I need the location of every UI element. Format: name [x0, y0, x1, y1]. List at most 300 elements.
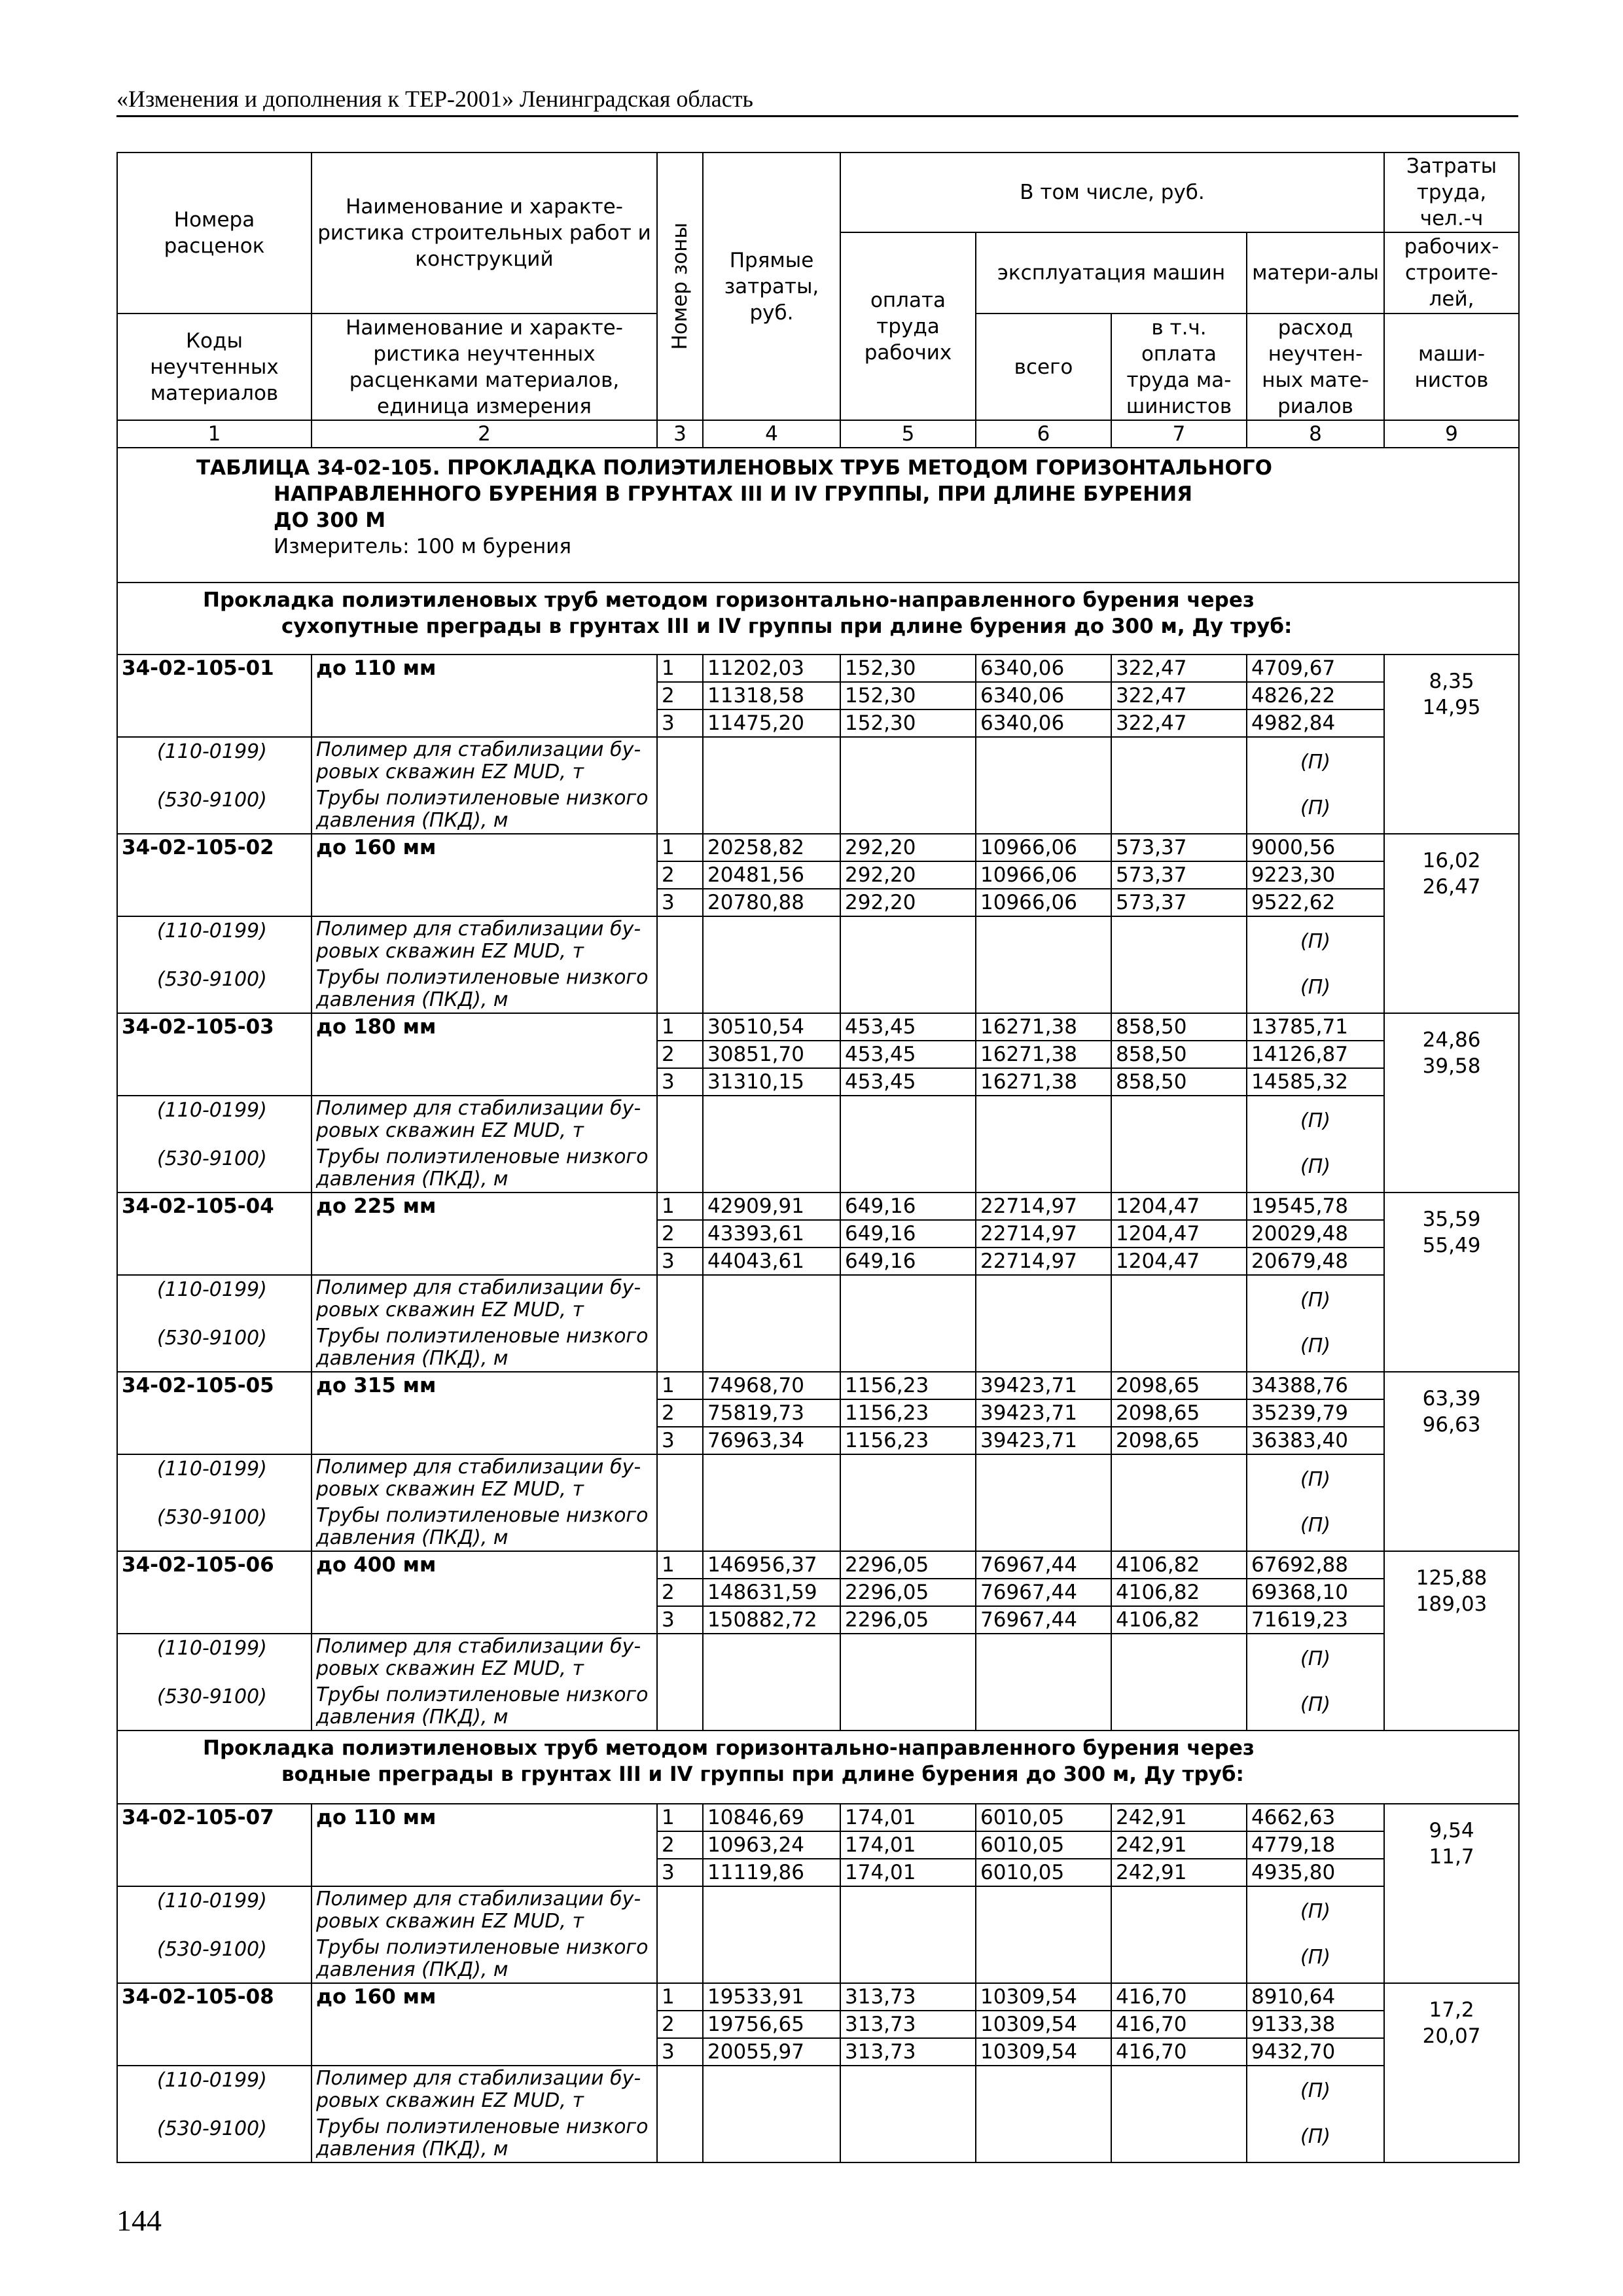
machinist-wages-cell: [1111, 1804, 1247, 1886]
wages-cell: [840, 1983, 976, 2066]
consumption-mark: (П): [1300, 751, 1330, 774]
material-row: [117, 1096, 1519, 1193]
section-heading-line: Прокладка полиэтиленовых труб методом горизонтально-направленного бурения через: [203, 588, 1255, 612]
direct-cost: 76963,34: [707, 1429, 804, 1452]
machines-cell: [976, 834, 1111, 916]
material-consumption-cell: [1247, 1634, 1384, 1731]
wages-cell: [840, 834, 976, 916]
material-row: [117, 2066, 1519, 2162]
material-names-cell: [312, 1634, 657, 1731]
labor-workers: 35,59: [1422, 1208, 1481, 1231]
machines-total: 39423,71: [976, 1400, 1111, 1427]
col-head-codes: Номера расценок: [117, 152, 312, 314]
col-head-machines: эксплуатация машин: [976, 232, 1247, 314]
direct-cost: 20258,82: [704, 834, 840, 862]
zone-number: 3: [662, 1608, 675, 1632]
wages-value: 313,73: [841, 1984, 975, 2011]
wages-value: 292,20: [845, 891, 916, 914]
material-row: [117, 737, 1519, 834]
materials-cost: 4709,67: [1247, 655, 1383, 683]
material-code: (110-0199): [157, 2069, 267, 2092]
zone-number: 2: [658, 862, 702, 889]
wages-value: 152,30: [841, 655, 975, 683]
materials-cost: 71619,23: [1251, 1608, 1348, 1632]
material-codes-cell: [117, 1454, 312, 1551]
empty-cell: [703, 2066, 840, 2162]
direct-cost: 148631,59: [704, 1579, 840, 1607]
machines-total: 39423,71: [980, 1429, 1077, 1452]
material-code: (530-9100): [157, 1506, 267, 1529]
wages-value: 2296,05: [841, 1579, 975, 1607]
labor-workers: 9,54: [1429, 1819, 1474, 1842]
materials-cell: [1247, 1013, 1384, 1096]
machinist-wages-cell: [1111, 1013, 1247, 1096]
material-name: Полимер для стабилизации бу-ровых скважин EZ MUD, т: [316, 1276, 641, 1321]
material-consumption-cell: [1247, 1454, 1384, 1551]
direct-cost: 74968,70: [704, 1372, 840, 1400]
material-name: Полимер для стабилизации бу-ровых скважин EZ MUD, т: [316, 1888, 641, 1933]
material-row: [117, 1886, 1519, 1983]
labor-machinists: 55,49: [1422, 1234, 1481, 1257]
material-code: (110-0199): [157, 920, 267, 942]
empty-cell: [1111, 737, 1247, 834]
empty-cell: [657, 2066, 703, 2162]
material-name: Полимер для стабилизации бу-ровых скважин EZ MUD, т: [316, 1097, 641, 1142]
water-crossing-rates: [117, 1804, 1519, 2162]
direct-cost: 42909,91: [704, 1193, 840, 1221]
col-head-machinists: маши-нистов: [1384, 314, 1519, 420]
consumption-mark: (П): [1300, 1693, 1330, 1716]
direct-cost: 11475,20: [707, 711, 804, 735]
material-consumption-cell: [1247, 1096, 1384, 1193]
running-header: «Изменения и дополнения к ТЕР-2001» Ленинградская область: [116, 84, 1518, 117]
col-number: 9: [1384, 420, 1519, 448]
empty-cell: [976, 1096, 1111, 1193]
wages-value: 649,16: [845, 1249, 916, 1273]
material-names-cell: [312, 1275, 657, 1372]
materials-cost: 9223,30: [1247, 862, 1383, 889]
wages-value: 453,45: [841, 1041, 975, 1069]
zone-number: 3: [662, 891, 675, 914]
empty-cell: [840, 916, 976, 1013]
direct-cost: 11318,58: [704, 683, 840, 710]
empty-cell: [1111, 1634, 1247, 1731]
consumption-mark: (П): [1300, 976, 1330, 999]
zone-number: 2: [658, 1400, 702, 1427]
section-heading-line: Прокладка полиэтиленовых труб методом горизонтально-направленного бурения через: [203, 1736, 1255, 1760]
direct-cost: 11202,03: [704, 655, 840, 683]
material-code: (530-9100): [157, 2117, 267, 2140]
machinist-wages: 416,70: [1116, 2040, 1187, 2064]
labor-machinists: 189,03: [1416, 1592, 1488, 1616]
direct-cost: 146956,37: [704, 1552, 840, 1579]
direct-cost: 30510,54: [704, 1014, 840, 1041]
wages-cell: [840, 1013, 976, 1096]
pipe-diameter: до 160 мм: [312, 834, 657, 916]
consumption-mark: (П): [1300, 1900, 1330, 1923]
material-name: Трубы полиэтиленовые низкого давления (ПКД), м: [316, 2115, 649, 2161]
machines-total: 6010,05: [980, 1861, 1065, 1884]
material-name: Полимер для стабилизации бу-ровых скважин EZ MUD, т: [316, 1456, 641, 1501]
machines-total: 16271,38: [976, 1014, 1111, 1041]
wages-value: 453,45: [845, 1070, 916, 1094]
machinist-wages-cell: [1111, 1551, 1247, 1634]
machines-cell: [976, 1804, 1111, 1886]
meter-unit: Измеритель: 100 м бурения: [274, 535, 572, 558]
wages-value: 292,20: [841, 834, 975, 862]
direct-cost: 44043,61: [707, 1249, 804, 1273]
machinist-wages: 416,70: [1112, 2011, 1246, 2039]
empty-cell: [976, 1634, 1111, 1731]
pipe-diameter: до 400 мм: [312, 1551, 657, 1634]
direct-cost-cell: [703, 834, 840, 916]
zone-number: 3: [662, 1429, 675, 1452]
materials-cell: [1247, 1804, 1384, 1886]
material-code: (110-0199): [157, 1458, 267, 1480]
labor-workers: 24,86: [1422, 1028, 1481, 1052]
labor-cell: [1384, 1983, 1519, 2162]
machines-total: 6340,06: [976, 683, 1111, 710]
machines-cell: [976, 655, 1111, 737]
empty-cell: [657, 1454, 703, 1551]
machines-total: 10309,54: [976, 1984, 1111, 2011]
direct-cost: 19533,91: [704, 1984, 840, 2011]
empty-cell: [703, 1275, 840, 1372]
zone-number: 1: [658, 655, 702, 683]
material-name: Трубы полиэтиленовые низкого давления (ПКД), м: [316, 966, 649, 1011]
empty-cell: [1111, 2066, 1247, 2162]
col-number: 1: [117, 420, 312, 448]
material-row: [117, 916, 1519, 1013]
machinist-wages: 573,37: [1116, 891, 1187, 914]
machinist-wages: 573,37: [1112, 834, 1246, 862]
materials-cost: 19545,78: [1247, 1193, 1383, 1221]
materials-cost: 4982,84: [1251, 711, 1336, 735]
machines-total: 76967,44: [976, 1579, 1111, 1607]
machines-total: 39423,71: [976, 1372, 1111, 1400]
wages-cell: [840, 655, 976, 737]
wages-value: 2296,05: [845, 1608, 929, 1632]
material-consumption-cell: [1247, 737, 1384, 834]
materials-cell: [1247, 1193, 1384, 1275]
machinist-wages: 322,47: [1112, 683, 1246, 710]
labor-workers: 16,02: [1422, 849, 1481, 872]
machines-total: 6340,06: [976, 655, 1111, 683]
col-head-wages: оплата труда рабочих: [840, 232, 976, 420]
empty-cell: [976, 2066, 1111, 2162]
zone-number: 2: [658, 1221, 702, 1248]
machinist-wages-cell: [1111, 1983, 1247, 2066]
material-names-cell: [312, 1886, 657, 1983]
machines-total: 6340,06: [980, 711, 1065, 735]
material-names-cell: [312, 737, 657, 834]
col-head-work-name: Наименование и характе-ристика строительных работ и конструкций: [312, 152, 657, 314]
labor-machinists: 20,07: [1422, 2024, 1481, 2048]
machines-total: 10966,06: [976, 834, 1111, 862]
machinist-wages: 4106,82: [1112, 1579, 1246, 1607]
material-consumption-cell: [1247, 2066, 1384, 2162]
material-name: Полимер для стабилизации бу-ровых скважин EZ MUD, т: [316, 738, 641, 783]
direct-cost-cell: [703, 1372, 840, 1454]
col-head-zone-cell: [657, 152, 703, 420]
labor-workers: 125,88: [1416, 1566, 1488, 1590]
material-code: (530-9100): [157, 968, 267, 991]
materials-cost: 67692,88: [1247, 1552, 1383, 1579]
zone-number: 1: [658, 1014, 702, 1041]
materials-cost: 4662,63: [1247, 1804, 1383, 1832]
material-codes-cell: [117, 916, 312, 1013]
machines-total: 10966,06: [976, 862, 1111, 889]
machinist-wages-cell: [1111, 834, 1247, 916]
material-code: (530-9100): [157, 1327, 267, 1350]
empty-cell: [1111, 1275, 1247, 1372]
material-codes-cell: [117, 1634, 312, 1731]
machinist-wages: 573,37: [1112, 862, 1246, 889]
section-heading-land: [117, 583, 1519, 655]
machines-total: 10966,06: [980, 891, 1077, 914]
material-consumption-cell: [1247, 1886, 1384, 1983]
labor-cell: [1384, 1193, 1519, 1372]
materials-cost: 4779,18: [1247, 1832, 1383, 1859]
machinist-wages: 242,91: [1116, 1861, 1187, 1884]
wages-cell: [840, 1372, 976, 1454]
labor-workers: 8,35: [1429, 670, 1474, 693]
wages-cell: [840, 1193, 976, 1275]
material-names-cell: [312, 916, 657, 1013]
empty-cell: [1111, 1454, 1247, 1551]
empty-cell: [657, 1275, 703, 1372]
consumption-mark: (П): [1300, 1109, 1330, 1132]
direct-cost-cell: [703, 1193, 840, 1275]
materials-cost: 20029,48: [1247, 1221, 1383, 1248]
labor-machinists: 39,58: [1422, 1054, 1481, 1078]
machinist-wages: 858,50: [1116, 1070, 1187, 1094]
table-title-line: ТАБЛИЦА 34-02-105. ПРОКЛАДКА ПОЛИЭТИЛЕНОВЫХ ТРУБ МЕТОДОМ ГОРИЗОНТАЛЬНОГО: [196, 456, 1272, 480]
material-name: Полимер для стабилизации бу-ровых скважин EZ MUD, т: [316, 2067, 641, 2112]
zone-number: 3: [662, 1249, 675, 1273]
pipe-diameter: до 180 мм: [312, 1013, 657, 1096]
materials-cost: 14585,32: [1251, 1070, 1348, 1094]
material-code: (110-0199): [157, 1278, 267, 1301]
machinist-wages: 4106,82: [1116, 1608, 1200, 1632]
col-head-codes-unaccounted: Коды неучтенных материалов: [117, 314, 312, 420]
rate-row: [117, 1804, 1519, 1886]
wages-value: 649,16: [841, 1193, 975, 1221]
table-title-line: ДО 300 М: [274, 509, 386, 532]
machinist-wages-cell: [1111, 655, 1247, 737]
empty-cell: [840, 1886, 976, 1983]
empty-cell: [657, 1096, 703, 1193]
zone-number: 1: [658, 834, 702, 862]
materials-cell: [1247, 1551, 1384, 1634]
direct-cost-cell: [703, 1983, 840, 2066]
col-number: 2: [312, 420, 657, 448]
machines-total: 22714,97: [976, 1193, 1111, 1221]
empty-cell: [703, 916, 840, 1013]
material-name: Полимер для стабилизации бу-ровых скважин EZ MUD, т: [316, 918, 641, 963]
zone-cell: [657, 655, 703, 737]
zone-number: 1: [658, 1193, 702, 1221]
material-names-cell: [312, 2066, 657, 2162]
table-title-line: НАПРАВЛЕННОГО БУРЕНИЯ В ГРУНТАХ III И IV ГРУППЫ, ПРИ ДЛИНЕ БУРЕНИЯ: [274, 482, 1193, 506]
rate-code: 34-02-105-07: [117, 1804, 312, 1886]
machinist-wages: 2098,65: [1116, 1429, 1200, 1452]
empty-cell: [840, 1096, 976, 1193]
col-head-mach-total: всего: [976, 314, 1111, 420]
table-header: [117, 152, 1519, 420]
material-name: Трубы полиэтиленовые низкого давления (ПКД), м: [316, 1936, 649, 1981]
machines-total: 6010,05: [976, 1832, 1111, 1859]
wages-cell: [840, 1551, 976, 1634]
labor-machinists: 14,95: [1422, 696, 1481, 719]
empty-cell: [1111, 1886, 1247, 1983]
materials-cell: [1247, 1983, 1384, 2066]
direct-cost: 43393,61: [704, 1221, 840, 1248]
rate-code: 34-02-105-04: [117, 1193, 312, 1275]
wages-value: 313,73: [845, 2040, 916, 2064]
machinist-wages: 1204,47: [1112, 1193, 1246, 1221]
rate-code: 34-02-105-01: [117, 655, 312, 737]
section-heading-line: сухопутные преграды в грунтах III и IV группы при длине бурения до 300 м, Ду труб:: [281, 615, 1293, 638]
labor-cell: [1384, 1551, 1519, 1731]
materials-cost: 20679,48: [1251, 1249, 1348, 1273]
direct-cost-cell: [703, 655, 840, 737]
machinist-wages: 322,47: [1112, 655, 1246, 683]
wages-value: 313,73: [841, 2011, 975, 2039]
material-names-cell: [312, 1454, 657, 1551]
zone-number: 2: [658, 1832, 702, 1859]
rate-code: 34-02-105-02: [117, 834, 312, 916]
materials-cost: 8910,64: [1247, 1984, 1383, 2011]
pipe-diameter: до 225 мм: [312, 1193, 657, 1275]
direct-cost: 31310,15: [707, 1070, 804, 1094]
col-head-zone: Номер зоны: [668, 223, 692, 350]
col-head-mach-labor: в т.ч. оплата труда ма-шинистов: [1111, 314, 1247, 420]
labor-machinists: 26,47: [1422, 875, 1481, 899]
wages-value: 292,20: [841, 862, 975, 889]
pipe-diameter: до 110 мм: [312, 655, 657, 737]
empty-cell: [976, 1454, 1111, 1551]
materials-cost: 69368,10: [1247, 1579, 1383, 1607]
rate-code: 34-02-105-08: [117, 1983, 312, 2066]
material-name: Полимер для стабилизации бу-ровых скважин EZ MUD, т: [316, 1635, 641, 1680]
direct-cost-cell: [703, 1013, 840, 1096]
empty-cell: [1111, 916, 1247, 1013]
machines-total: 6010,05: [976, 1804, 1111, 1832]
zone-cell: [657, 1193, 703, 1275]
direct-cost-cell: [703, 1804, 840, 1886]
labor-cell: [1384, 655, 1519, 834]
machinist-wages: 858,50: [1112, 1014, 1246, 1041]
zone-number: 1: [658, 1552, 702, 1579]
materials-cost: 4826,22: [1247, 683, 1383, 710]
wages-value: 1156,23: [841, 1400, 975, 1427]
empty-cell: [976, 1275, 1111, 1372]
col-head-including: В том числе, руб.: [840, 152, 1384, 232]
material-row: [117, 1634, 1519, 1731]
direct-cost: 11119,86: [707, 1861, 804, 1884]
col-head-materials: матери-алы: [1247, 232, 1384, 314]
empty-cell: [840, 1454, 976, 1551]
rate-row: [117, 834, 1519, 916]
empty-cell: [657, 737, 703, 834]
material-code: (530-9100): [157, 1685, 267, 1708]
material-name: Трубы полиэтиленовые низкого давления (ПКД), м: [316, 787, 649, 832]
rate-code: 34-02-105-06: [117, 1551, 312, 1634]
empty-cell: [703, 1886, 840, 1983]
rate-code: 34-02-105-03: [117, 1013, 312, 1096]
machinist-wages: 242,91: [1112, 1832, 1246, 1859]
pipe-diameter: до 110 мм: [312, 1804, 657, 1886]
material-codes-cell: [117, 1275, 312, 1372]
direct-cost: 150882,72: [707, 1608, 817, 1632]
material-codes-cell: [117, 1096, 312, 1193]
zone-number: 3: [662, 2040, 675, 2064]
direct-cost: 30851,70: [704, 1041, 840, 1069]
zone-number: 3: [662, 711, 675, 735]
material-codes-cell: [117, 2066, 312, 2162]
zone-cell: [657, 1804, 703, 1886]
consumption-mark: (П): [1300, 2125, 1330, 2148]
material-code: (530-9100): [157, 1938, 267, 1961]
direct-cost: 20055,97: [707, 2040, 804, 2064]
materials-cost: 9133,38: [1247, 2011, 1383, 2039]
rate-row: [117, 1372, 1519, 1454]
col-head-workers: рабочих-строите-лей,: [1384, 232, 1519, 314]
machines-cell: [976, 1193, 1111, 1275]
col-head-labor-costs: Затраты труда, чел.-ч: [1384, 152, 1519, 232]
material-code: (110-0199): [157, 1890, 267, 1912]
labor-workers: 63,39: [1422, 1387, 1481, 1410]
materials-cost: 36383,40: [1251, 1429, 1348, 1452]
rate-code: 34-02-105-05: [117, 1372, 312, 1454]
machines-total: 16271,38: [976, 1041, 1111, 1069]
zone-number: 3: [662, 1861, 675, 1884]
zone-cell: [657, 1551, 703, 1634]
empty-cell: [976, 737, 1111, 834]
wages-value: 174,01: [845, 1861, 916, 1884]
wages-value: 649,16: [841, 1221, 975, 1248]
material-name: Трубы полиэтиленовые низкого давления (ПКД), м: [316, 1504, 649, 1549]
machinist-wages: 858,50: [1112, 1041, 1246, 1069]
materials-cost: 4935,80: [1251, 1861, 1336, 1884]
empty-cell: [657, 1634, 703, 1731]
wages-value: 1156,23: [845, 1429, 929, 1452]
material-consumption-cell: [1247, 916, 1384, 1013]
col-number: 4: [703, 420, 840, 448]
machines-cell: [976, 1013, 1111, 1096]
wages-cell: [840, 1804, 976, 1886]
machinist-wages: 242,91: [1112, 1804, 1246, 1832]
section-heading-line: водные преграды в грунтах III и IV группы при длине бурения до 300 м, Ду труб:: [281, 1763, 1244, 1786]
wages-value: 152,30: [845, 711, 916, 735]
machines-cell: [976, 1983, 1111, 2066]
col-number: 5: [840, 420, 976, 448]
labor-machinists: 96,63: [1422, 1413, 1481, 1437]
material-codes-cell: [117, 737, 312, 834]
direct-cost: 75819,73: [704, 1400, 840, 1427]
zone-cell: [657, 834, 703, 916]
machines-total: 22714,97: [976, 1221, 1111, 1248]
zone-cell: [657, 1013, 703, 1096]
empty-cell: [976, 916, 1111, 1013]
machines-total: 22714,97: [980, 1249, 1077, 1273]
zone-number: 2: [658, 2011, 702, 2039]
rates-table: [116, 152, 1520, 2163]
material-codes-cell: [117, 1886, 312, 1983]
material-code: (530-9100): [157, 1147, 267, 1170]
direct-cost: 20481,56: [704, 862, 840, 889]
